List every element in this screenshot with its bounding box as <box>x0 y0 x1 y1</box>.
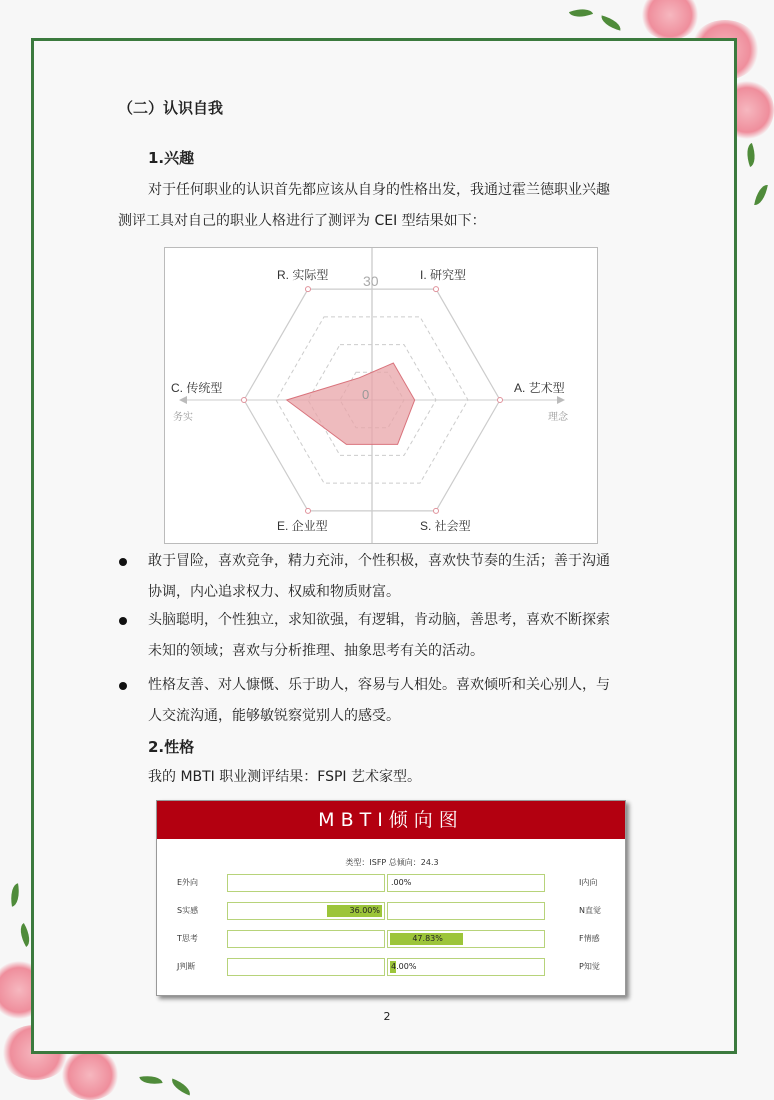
mbti-right-label: F情感 <box>579 934 600 943</box>
mbti-left-label: J判断 <box>177 962 196 971</box>
mbti-row <box>157 930 627 948</box>
mbti-right-track <box>387 902 545 920</box>
bullet-dot-3 <box>119 682 127 690</box>
radar-vertex-marker <box>498 398 503 403</box>
radar-vertex-marker <box>306 508 311 513</box>
mbti-right-track <box>387 930 545 948</box>
holland-radar-chart <box>164 247 598 544</box>
mbti-left-label: S实感 <box>177 906 199 915</box>
radar-vertex-marker <box>306 287 311 292</box>
interest-paragraph-line1: 对于任何职业的认识首先都应该从自身的性格出发，我通过霍兰德职业兴趣 <box>148 182 610 198</box>
page-number: 2 <box>383 1010 391 1023</box>
section-title: （二）认识自我 <box>118 99 224 117</box>
mbti-bar-label: 36.00% <box>349 906 380 915</box>
radar-axis-label-e: E. 企业型 <box>277 519 328 533</box>
bullet-dot-2 <box>119 617 127 625</box>
mbti-chart <box>156 800 626 996</box>
mbti-right-label: P知觉 <box>579 962 600 971</box>
mbti-row <box>157 902 627 920</box>
mbti-header: MBTI倾向图 <box>157 801 625 839</box>
radar-left-axis-label: 务实 <box>173 412 193 423</box>
radar-right-axis-label: 理念 <box>548 412 568 423</box>
radar-data-polygon <box>287 363 415 444</box>
interest-paragraph-line2: 测评工具对自己的职业人格进行了测评为 CEI 型结果如下： <box>118 213 486 229</box>
mbti-left-track <box>227 874 385 892</box>
mbti-left-label: T思考 <box>177 934 198 943</box>
mbti-right-label: I内向 <box>579 878 598 887</box>
mbti-bar-label: 47.83% <box>412 934 443 943</box>
personality-paragraph: 我的 MBTI 职业测评结果：FSPI 艺术家型。 <box>148 769 421 785</box>
radar-left-arrow <box>179 396 187 404</box>
bullet-1-line1: 敢于冒险，喜欢竞争，精力充沛，个性积极，喜欢快节奏的生活；善于沟通 <box>148 553 610 569</box>
interest-heading: 1.兴趣 <box>148 149 195 167</box>
radar-vertex-marker <box>434 508 439 513</box>
mbti-row <box>157 958 627 976</box>
bullet-1-line2: 协调，内心追求权力、权威和物质财富。 <box>148 584 400 600</box>
mbti-right-track <box>387 874 545 892</box>
radar-max-label: 30 <box>363 273 379 289</box>
mbti-right-track <box>387 958 545 976</box>
bullet-2-line2: 未知的领域；喜欢与分析推理、抽象思考有关的活动。 <box>148 643 484 659</box>
radar-axis-label-i: I. 研究型 <box>420 268 467 282</box>
radar-svg <box>165 248 597 543</box>
mbti-right-label: N直觉 <box>579 906 601 915</box>
mbti-left-track <box>227 958 385 976</box>
bullet-3-line1: 性格友善、对人慷慨、乐于助人，容易与人相处。喜欢倾听和关心别人，与 <box>148 677 610 693</box>
radar-vertex-marker <box>242 398 247 403</box>
bullet-2-line1: 头脑聪明，个性独立，求知欲强，有逻辑，肯动脑，善思考，喜欢不断探索 <box>148 612 610 628</box>
radar-vertex-marker <box>434 287 439 292</box>
radar-center-label: 0 <box>362 387 370 402</box>
radar-right-arrow <box>557 396 565 404</box>
radar-axis-label-c: C. 传统型 <box>171 381 223 395</box>
radar-axis-label-a: A. 艺术型 <box>514 381 565 395</box>
mbti-left-track <box>227 930 385 948</box>
bullet-3-line2: 人交流沟通，能够敏锐察觉别人的感受。 <box>148 708 400 724</box>
bullet-dot-1 <box>119 558 127 566</box>
mbti-left-track <box>227 902 385 920</box>
radar-axis-label-r: R. 实际型 <box>277 268 329 282</box>
mbti-left-label: E外向 <box>177 878 199 887</box>
mbti-row <box>157 874 627 892</box>
radar-axis-label-s: S. 社会型 <box>420 519 471 533</box>
mbti-subtitle: 类型：ISFP 总倾向：24.3 <box>345 858 439 867</box>
mbti-bar-label: .00% <box>391 878 412 887</box>
mbti-bar-label: 4.00% <box>391 962 417 971</box>
personality-heading: 2.性格 <box>148 738 195 756</box>
